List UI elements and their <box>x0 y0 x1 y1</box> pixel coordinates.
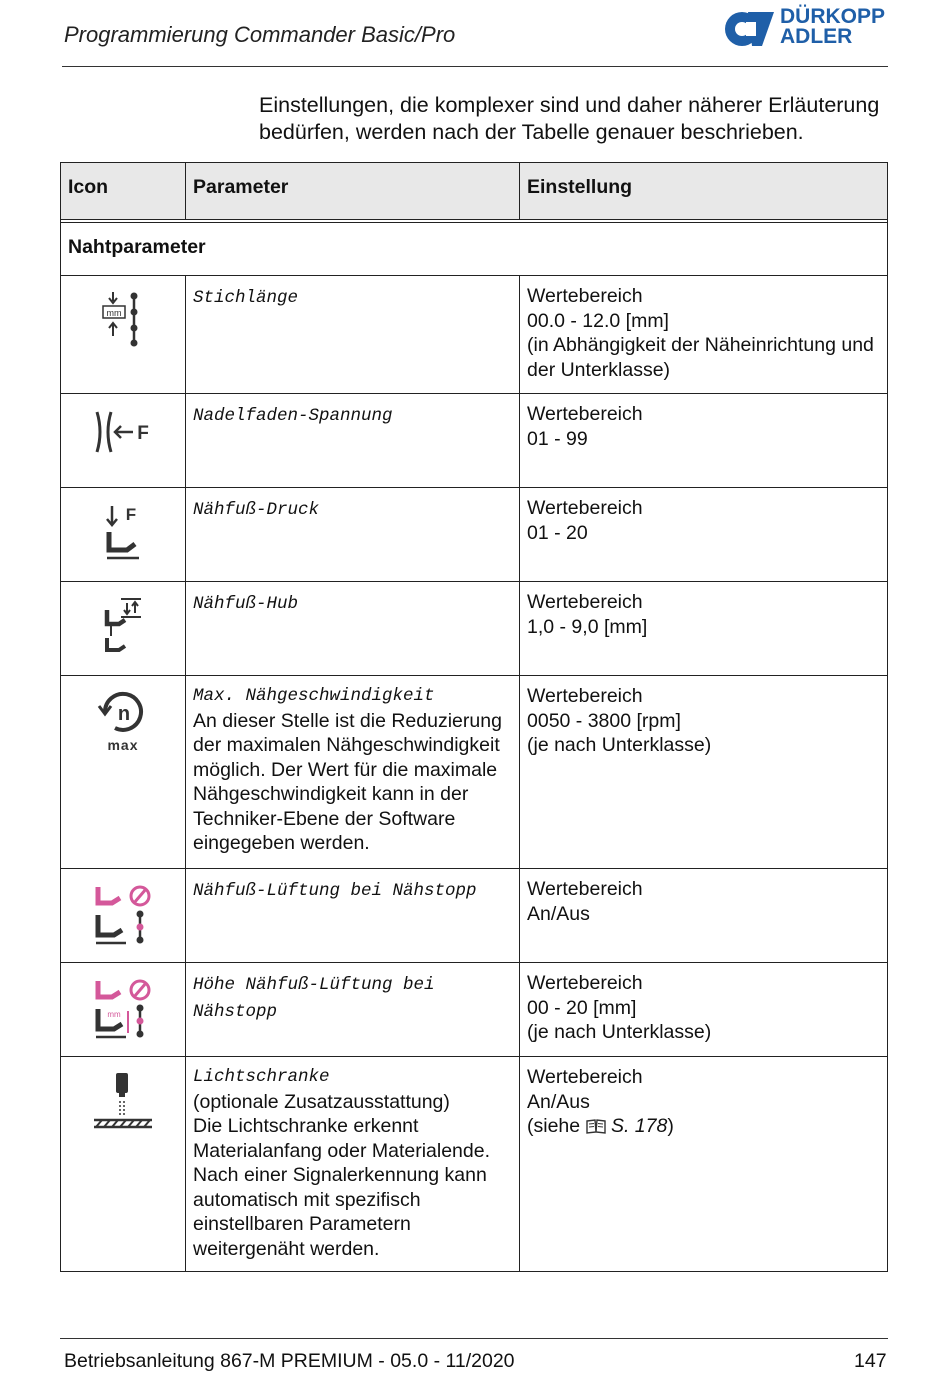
icon-cell <box>61 488 186 582</box>
book-icon <box>586 1118 606 1134</box>
presser-foot-lift-stop-icon <box>92 883 154 947</box>
setting-cell <box>520 276 888 394</box>
setting-cell <box>520 582 888 676</box>
section-row <box>61 223 888 276</box>
param-name: Nähfuß-Lüftung bei Nähstopp <box>193 881 477 901</box>
table-row <box>61 488 888 582</box>
svg-text:max: max <box>107 737 139 753</box>
max-speed-icon <box>95 690 151 756</box>
setting-range: 01 - 20 <box>527 521 588 544</box>
param-description: (optionale Zusatzausstattung) Die Lichtschranke erkennt Materialanfang oder Materialende. Nach einer Signalerkennung kann automatisch mit spezifisch einstellbaren Parametern weitergenäht werden. <box>193 1090 491 1260</box>
setting-label: Wertebereich <box>527 497 643 519</box>
presser-foot-lift-height-icon <box>92 977 154 1041</box>
setting-range: 00.0 - 12.0 [mm] <box>527 309 669 332</box>
param-name: Nähfuß-Hub <box>193 594 299 614</box>
icon-cell <box>61 1057 186 1272</box>
presser-foot-pressure-icon <box>101 502 145 562</box>
param-cell <box>186 1057 520 1272</box>
param-cell <box>186 394 520 488</box>
document-title: Programmierung Commander Basic/Pro <box>64 22 456 47</box>
param-cell <box>186 488 520 582</box>
param-name: Max. Nähgeschwindigkeit <box>193 686 435 706</box>
page-reference-link[interactable]: S. 178 <box>610 1115 668 1137</box>
svg-text:mm: mm <box>107 1010 121 1019</box>
intro-paragraph: Einstellungen, die komplexer sind und daher näherer Erläuterung bedürfen, werden nach der Tabelle genauer beschrieben. <box>259 93 880 144</box>
setting-label: Wertebereich <box>527 972 643 994</box>
section-title: Nahtparameter <box>61 223 888 276</box>
setting-note: (je nach Unterklasse) <box>527 734 712 756</box>
svg-text:n: n <box>117 703 131 725</box>
header-einstellung: Einstellung <box>520 163 888 220</box>
reference-prefix: (siehe <box>527 1115 586 1137</box>
needle-thread-tension-icon <box>91 408 155 458</box>
setting-range: 1,0 - 9,0 [mm] <box>527 615 648 638</box>
icon-cell <box>61 582 186 676</box>
setting-note: (je nach Unterklasse) <box>527 1021 712 1043</box>
setting-cell <box>520 676 888 869</box>
stitch-length-icon <box>100 290 146 350</box>
setting-range: 0050 - 3800 [rpm] <box>527 709 681 732</box>
param-name: Nadelfaden-Spannung <box>193 406 393 426</box>
setting-range: An/Aus <box>527 902 590 925</box>
reference-suffix: ) <box>667 1115 674 1137</box>
table-header-row <box>61 163 888 220</box>
param-name: Nähfuß-Druck <box>193 500 320 520</box>
param-name: Lichtschranke <box>193 1067 330 1087</box>
setting-label: Wertebereich <box>527 878 643 900</box>
param-cell <box>186 276 520 394</box>
setting-label: Wertebereich <box>527 685 643 707</box>
table-row <box>61 1057 888 1272</box>
svg-text:F: F <box>125 505 137 524</box>
param-name: Stichlänge <box>193 288 299 308</box>
param-name: Höhe Nähfuß-Lüftung bei Nähstopp <box>193 975 435 1022</box>
table-row <box>61 582 888 676</box>
setting-label: Wertebereich <box>527 285 643 307</box>
setting-range: 01 - 99 <box>527 427 588 450</box>
setting-cell <box>520 963 888 1057</box>
setting-label: Wertebereich <box>527 1066 643 1088</box>
param-description: An dieser Stelle ist die Reduzierung der maximalen Nähgeschwindigkeit möglich. Der Wert für die maximale Nähgeschwindigkeit kann in der Techniker-Ebene der Software eingegeben werden. <box>193 709 502 854</box>
param-cell <box>186 869 520 963</box>
param-cell <box>186 963 520 1057</box>
icon-cell <box>61 394 186 488</box>
setting-label: Wertebereich <box>527 403 643 425</box>
table-row <box>61 276 888 394</box>
logo-text <box>780 7 885 47</box>
footer-divider <box>60 1338 888 1339</box>
icon-cell <box>61 276 186 394</box>
setting-cell <box>520 394 888 488</box>
header-icon: Icon <box>61 163 186 220</box>
setting-reference <box>527 1114 880 1139</box>
icon-cell <box>61 869 186 963</box>
param-cell <box>186 582 520 676</box>
footer-document-info: Betriebsanleitung 867-M PREMIUM - 05.0 - 11/2020 <box>64 1350 515 1372</box>
header-divider <box>62 66 888 67</box>
setting-range: 00 - 20 [mm] <box>527 996 637 1019</box>
svg-text:mm: mm <box>106 308 122 318</box>
svg-text:F: F <box>137 423 149 444</box>
table-row <box>61 676 888 869</box>
setting-cell <box>520 1057 888 1272</box>
param-cell <box>186 676 520 869</box>
setting-range: An/Aus <box>527 1090 590 1113</box>
logo-line-2: ADLER <box>780 25 853 48</box>
light-barrier-icon <box>92 1071 154 1131</box>
table-row <box>61 394 888 488</box>
table-row <box>61 869 888 963</box>
setting-label: Wertebereich <box>527 591 643 613</box>
header-parameter: Parameter <box>186 163 520 220</box>
presser-foot-stroke-icon <box>101 596 145 656</box>
icon-cell <box>61 963 186 1057</box>
icon-cell <box>61 676 186 869</box>
logo-mark-icon <box>722 6 778 50</box>
parameter-table <box>60 162 888 1272</box>
setting-cell <box>520 488 888 582</box>
table-row <box>61 963 888 1057</box>
page-number: 147 <box>854 1350 887 1372</box>
setting-cell <box>520 869 888 963</box>
setting-note: (in Abhängigkeit der Näheinrichtung und der Unterklasse) <box>527 334 874 381</box>
logo-line-1: DÜRKOPP <box>780 5 886 28</box>
durkopp-adler-logo <box>722 6 892 52</box>
